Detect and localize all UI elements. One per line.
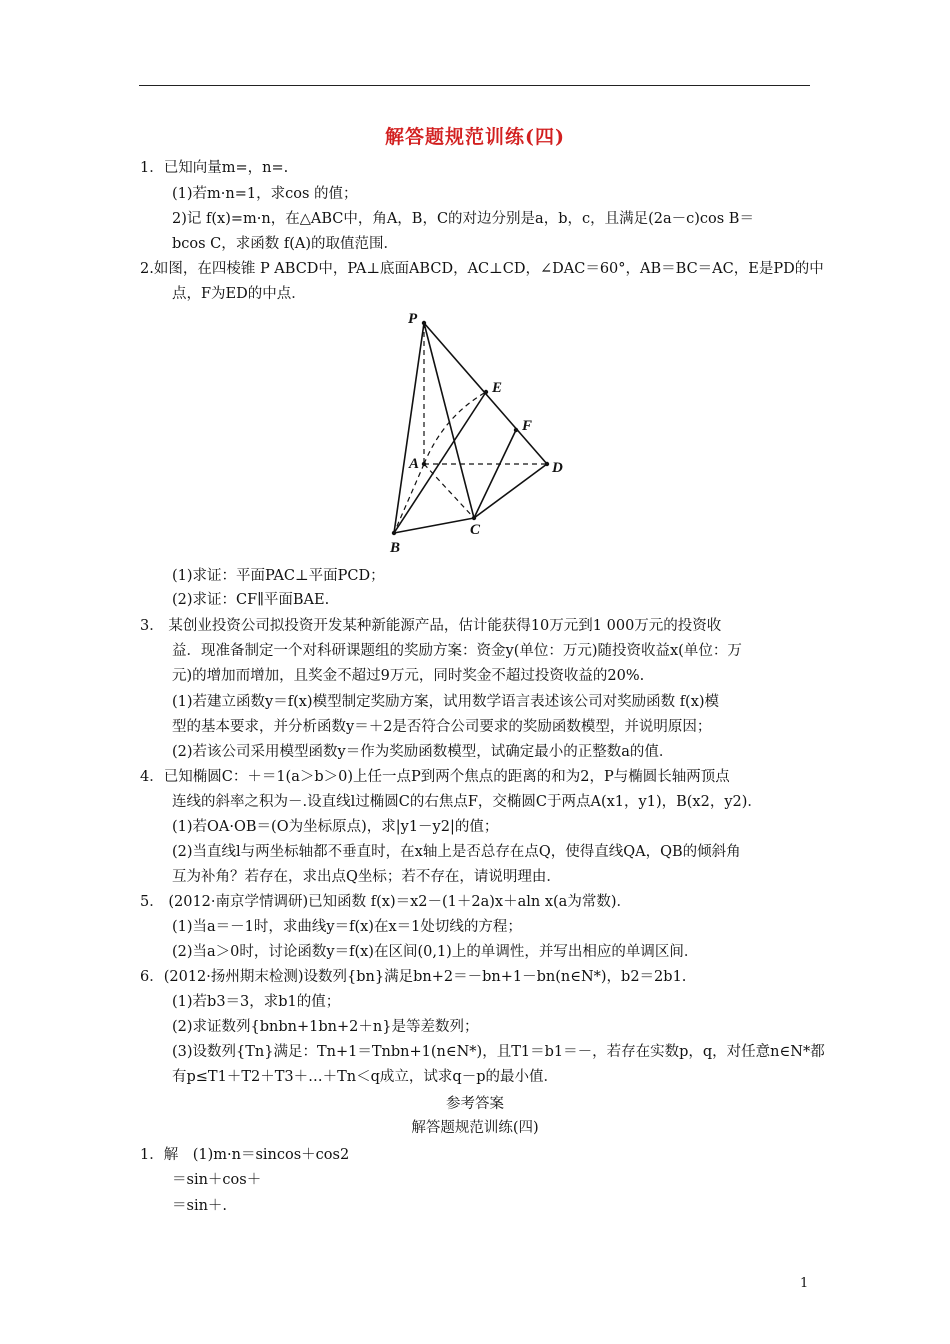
problem-5-part-1: (1)当a＝－1时，求曲线y＝f(x)在x＝1处切线的方程；: [172, 919, 522, 935]
problem-2-part-2: (2)求证：CF∥平面BAE.: [172, 592, 330, 608]
problem-4-stem: 4．已知椭圆C：＋＝1(a＞b＞0)上任一点P到两个焦点的距离的和为2，P与椭圆长轴两顶点: [140, 769, 730, 785]
problem-6-part-2: (2)求证数列{bnbn+1bn+2＋n}是等差数列；: [172, 1019, 479, 1035]
problem-3-part-2: (2)若该公司采用模型函数y＝作为奖励函数模型，试确定最小的正整数a的值．: [172, 744, 674, 760]
vertex-label-b: B: [390, 540, 401, 556]
answers-subheading: 解答题规范训练(四): [411, 1120, 539, 1136]
problem-3-part-1: (1)若建立函数y＝f(x)模型制定奖励方案，试用数学语言表述该公司对奖励函数 f(x)模: [172, 694, 720, 710]
problem-3-part-1-cont: 型的基本要求，并分析函数y＝＋2是否符合公司要求的奖励函数模型，并说明原因；: [172, 719, 712, 735]
page-number: 1: [800, 1276, 809, 1291]
problem-2-part-1: (1)求证：平面PAC⊥平面PCD；: [172, 568, 385, 584]
problem-1-stem: 1．已知向量m=，n=.: [140, 160, 289, 176]
vertex-label-a: A: [409, 456, 420, 472]
page-title: 解答题规范训练(四): [385, 126, 565, 148]
problem-6-part-3: (3)设数列{Tn}满足：Tn+1＝Tnbn+1(n∈N*)，且T1＝b1＝－，若存在实数p，q，对任意n∈N*都: [172, 1044, 825, 1060]
answer-1-line-2: ＝sin＋cos＋: [172, 1172, 262, 1188]
problem-2-stem-cont: 点，F为ED的中点．: [172, 286, 306, 302]
problem-6-part-3-cont: 有p≤T1＋T2＋T3＋…＋Tn＜q成立，试求q－p的最小值．: [172, 1069, 558, 1085]
problem-4-stem-cont: 连线的斜率之积为－.设直线l过椭圆C的右焦点F，交椭圆C于两点A(x1，y1)，B(x2，y2)．: [172, 794, 762, 810]
edge-ae: [424, 392, 486, 464]
problem-2-stem: 2.如图，在四棱锥 P ABCD中，PA⊥底面ABCD，AC⊥CD，∠DAC＝60°，AB＝BC＝AC，E是PD的中: [140, 261, 824, 277]
problem-1-part-2-cont: bcos C，求函数 f(A)的取值范围．: [172, 236, 399, 252]
problem-3-stem-cont-1: 益．现准备制定一个对科研课题组的奖励方案：资金y(单位：万元)随投资收益x(单位：万: [172, 643, 742, 659]
problem-1-part-1: (1)若m·n=1，求cos 的值；: [172, 186, 358, 202]
problem-3-stem-cont-2: 元)的增加而增加，且奖金不超过9万元，同时奖金不超过投资收益的20%.: [172, 668, 645, 684]
edge-cf: [474, 430, 516, 518]
vertex-label-f: F: [522, 418, 533, 434]
pyramid-figure: [384, 306, 574, 556]
pyramid-diagram: [384, 306, 574, 556]
problem-6-part-1: (1)若b3＝3，求b1的值；: [172, 994, 341, 1010]
answer-1-line-1: 1．解 (1)m·n＝sincos＋cos2: [140, 1147, 350, 1163]
edge-pb: [394, 323, 424, 533]
problem-1-part-2: 2)记 f(x)=m·n，在△ABC中，角A，B，C的对边分别是a，b，c，且满足(2a－c)cos B＝: [172, 211, 754, 227]
answers-heading: 参考答案: [446, 1096, 504, 1112]
problem-5-stem: 5． (2012·南京学情调研)已知函数 f(x)＝x2－(1＋2a)x＋aln x(a为常数)．: [140, 894, 631, 910]
vertex-label-c: C: [470, 522, 481, 538]
problem-5-part-2: (2)当a＞0时，讨论函数y＝f(x)在区间(0,1)上的单调性，并写出相应的单调区间．: [172, 944, 699, 960]
edge-cd: [474, 464, 547, 518]
problem-4-part-2-cont: 互为补角？若存在，求出点Q坐标；若不存在，请说明理由．: [172, 869, 561, 885]
answer-1-line-3: ＝sin＋.: [172, 1198, 228, 1214]
problem-3-stem: 3． 某创业投资公司拟投资开发某种新能源产品，估计能获得10万元到1 000万元的投资收: [140, 618, 722, 634]
problem-6-stem: 6．(2012·扬州期末检测)设数列{bn}满足bn+2＝－bn+1－bn(n∈N*)，b2＝2b1.: [140, 969, 687, 985]
header-rule: [139, 85, 810, 86]
vertex-label-e: E: [492, 380, 503, 396]
problem-4-part-2: (2)当直线l与两坐标轴都不垂直时，在x轴上是否总存在点Q，使得直线QA，QB的倾斜角: [172, 844, 741, 860]
problem-4-part-1: (1)若OA·OB＝(O为坐标原点)，求|y1－y2|的值；: [172, 819, 499, 835]
vertex-label-p: P: [408, 311, 418, 327]
vertex-label-d: D: [552, 460, 563, 476]
edge-bc: [394, 518, 474, 533]
